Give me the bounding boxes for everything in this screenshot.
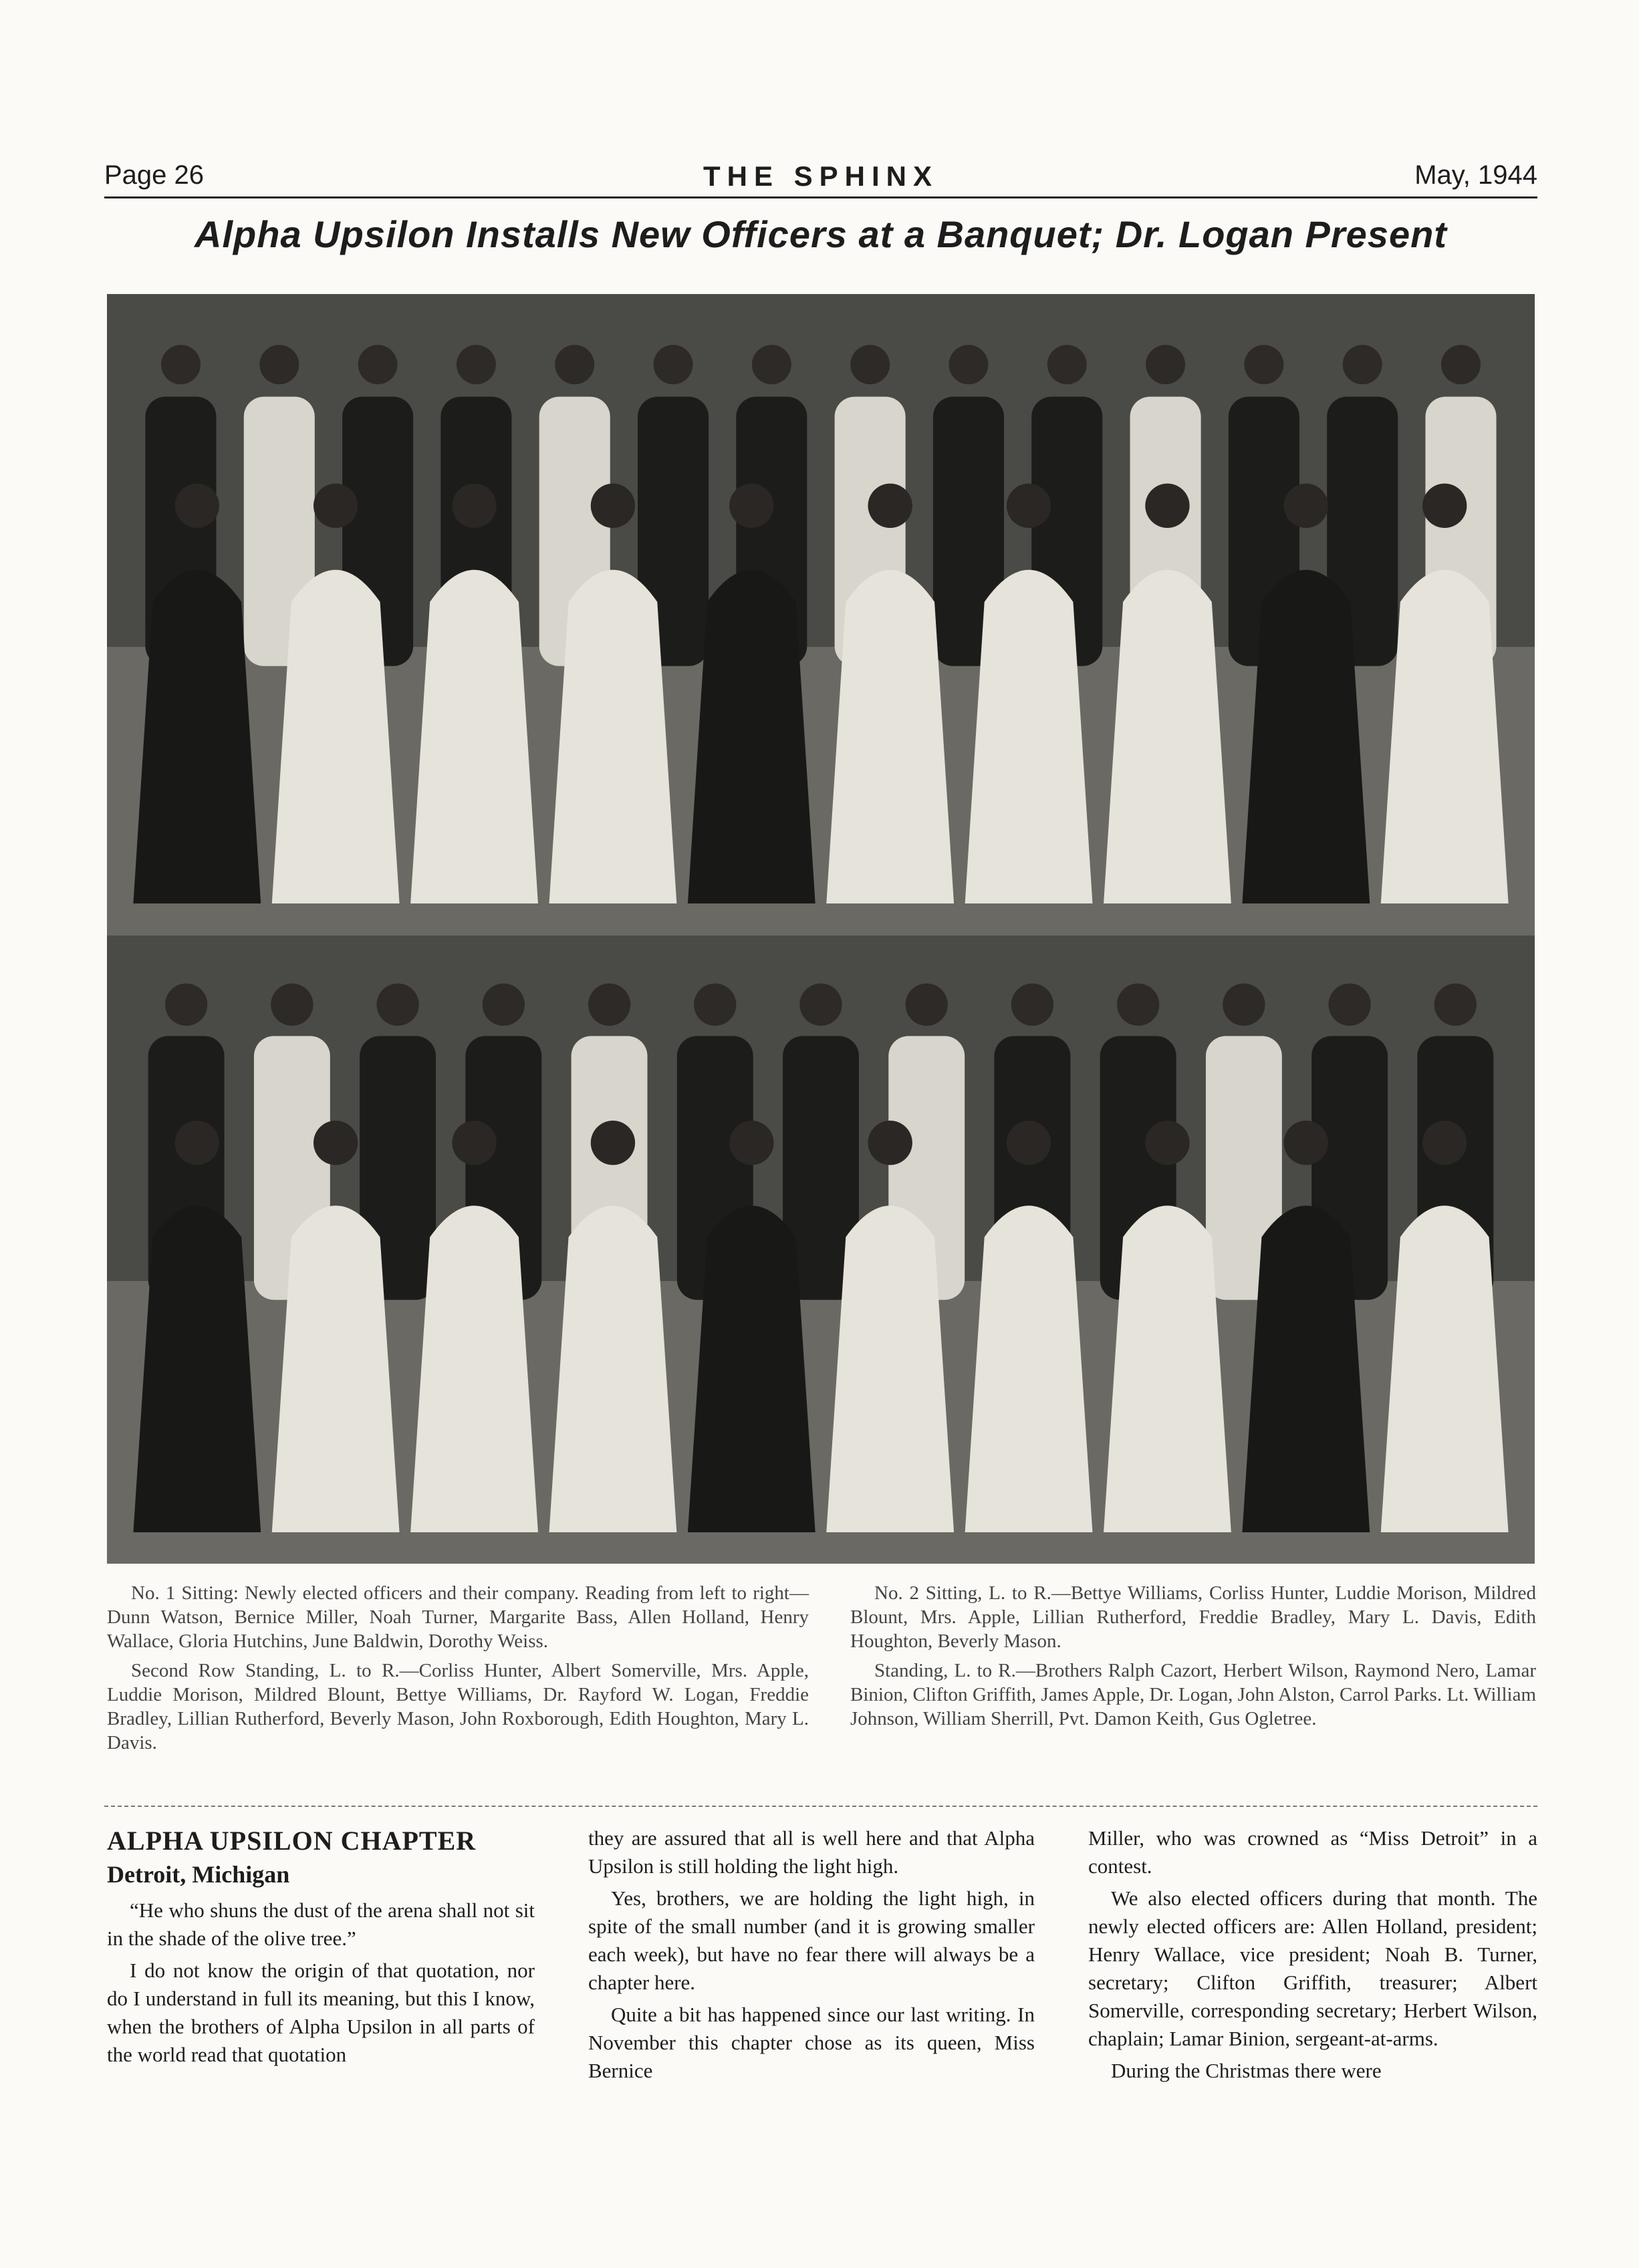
person-head (1284, 484, 1328, 528)
person-head (161, 345, 201, 384)
person-head (1244, 345, 1283, 384)
person-dress (549, 570, 677, 903)
header-rule (104, 196, 1537, 198)
group-photo-2 (107, 936, 1535, 1564)
person-head (271, 984, 313, 1026)
person-dress (133, 570, 261, 903)
person-head (591, 484, 635, 528)
person-head (452, 484, 496, 528)
person-head (694, 984, 736, 1026)
photo-caption-right (850, 1581, 1536, 1736)
person-head (555, 345, 594, 384)
article-paragraph: Miller, who was crowned as “Miss Detroit” in a contest. (1088, 1826, 1537, 1878)
person-head (729, 484, 773, 528)
person-head (1011, 984, 1053, 1026)
person-dress (1242, 570, 1370, 903)
caption-paragraph: Standing, L. to R.—Brothers Ralph Cazort, Herbert Wilson, Raymond Nero, Lamar Binion, Clifton Griffith, James Apple, Dr. Logan, John Alston, Carrol Parks. Lt. William Johnson, William Sherrill, Pvt. Damon Keith, Gus Ogletree. (850, 1660, 1536, 1729)
magazine-title: THE SPHINX (703, 160, 939, 192)
photo-caption-left (107, 1581, 809, 1760)
article-column-3 (1088, 1824, 1537, 2089)
caption-paragraph: No. 2 Sitting, L. to R.—Bettye Williams, Corliss Hunter, Luddie Morison, Mildred Blount, Mrs. Apple, Lillian Rutherford, Freddie Bradley, Mary L. Davis, Edith Houghton, Beverly Mason. (850, 1582, 1536, 1652)
person-head (452, 1121, 496, 1165)
person-head (906, 984, 948, 1026)
person-head (752, 345, 791, 384)
caption-paragraph: No. 1 Sitting: Newly elected officers and their company. Reading from left to right—Dunn Watson, Bernice Miller, Noah Turner, Margarite Bass, Allen Holland, Henry Wallace, Gloria Hutchins, June Baldwin, Dorothy Weiss. (107, 1582, 809, 1652)
person-dress (826, 1206, 954, 1532)
article-paragraph: I do not know the origin of that quotation, nor do I understand in full its meaning, but this I know, when the brothers of Alpha Upsilon in all parts of the world read that quotation (107, 1959, 535, 2066)
person-head (850, 345, 890, 384)
person-head (376, 984, 418, 1026)
person-head (868, 1121, 912, 1165)
person-head (654, 345, 693, 384)
person-head (259, 345, 299, 384)
page-header (104, 155, 1537, 195)
person-head (1145, 484, 1189, 528)
article-paragraph: they are assured that all is well here and that Alpha Upsilon is still holding the light high. (588, 1826, 1035, 1878)
person-head (313, 1121, 358, 1165)
article-paragraph: “He who shuns the dust of the arena shall not sit in the shade of the olive tree.” (107, 1898, 535, 1950)
article-column-1 (107, 1824, 535, 2073)
person-head (1328, 984, 1370, 1026)
person-head (1007, 1121, 1051, 1165)
person-head (1441, 345, 1481, 384)
person-head (1047, 345, 1087, 384)
person-head (165, 984, 207, 1026)
person-dress (410, 570, 538, 903)
chapter-title: ALPHA UPSILON CHAPTER (107, 1826, 477, 1856)
person-head (1007, 484, 1051, 528)
article-paragraph: Yes, brothers, we are holding the light high, in spite of the small number (and it is growing smaller each week), but have no fear there will always be a chapter here. (588, 1886, 1035, 1994)
person-head (313, 484, 358, 528)
person-head (729, 1121, 773, 1165)
person-dress (688, 1206, 815, 1532)
person-head (1223, 984, 1265, 1026)
person-dress (826, 570, 954, 903)
group-photo-2-figures (107, 936, 1535, 1564)
issue-date: May, 1944 (1414, 160, 1537, 190)
chapter-location: Detroit, Michigan (107, 1861, 290, 1888)
person-dress (965, 1206, 1093, 1532)
page-number: Page 26 (104, 160, 205, 190)
person-head (483, 984, 525, 1026)
person-head (1343, 345, 1382, 384)
person-head (588, 984, 630, 1026)
person-head (1422, 484, 1467, 528)
article-headline: Alpha Upsilon Installs New Officers at a Banquet; Dr. Logan Present (195, 213, 1447, 255)
person-head (1422, 1121, 1467, 1165)
person-head (175, 484, 219, 528)
group-photo-1-figures (107, 294, 1535, 936)
person-dress (272, 1206, 400, 1532)
person-head (1284, 1121, 1328, 1165)
person-head (1145, 1121, 1189, 1165)
article-paragraph: During the Christmas there were (1111, 2059, 1382, 2082)
person-dress (133, 1206, 261, 1532)
person-head (457, 345, 496, 384)
person-dress (1381, 1206, 1509, 1532)
person-head (1146, 345, 1185, 384)
person-dress (1104, 570, 1231, 903)
article-paragraph: Quite a bit has happened since our last writing. In November this chapter chose as its queen, Miss Bernice (588, 2003, 1035, 2082)
person-dress (1242, 1206, 1370, 1532)
person-head (1117, 984, 1159, 1026)
person-dress (688, 570, 815, 903)
person-head (1434, 984, 1477, 1026)
person-head (949, 345, 989, 384)
person-dress (1381, 570, 1509, 903)
person-dress (1104, 1206, 1231, 1532)
person-dress (410, 1206, 538, 1532)
person-head (799, 984, 842, 1026)
caption-paragraph: Second Row Standing, L. to R.—Corliss Hunter, Albert Somerville, Mrs. Apple, Luddie Morison, Mildred Blount, Bettye Williams, Dr. Rayford W. Logan, Freddie Bradley, Lillian Rutherford, Beverly Mason, John Roxborough, Edith Houghton, Mary L. Davis. (107, 1660, 809, 1753)
person-dress (965, 570, 1093, 903)
person-head (175, 1121, 219, 1165)
group-photo-1 (107, 294, 1535, 936)
article-column-2 (588, 1824, 1035, 2089)
person-head (591, 1121, 635, 1165)
person-dress (272, 570, 400, 903)
person-head (868, 484, 912, 528)
person-head (358, 345, 398, 384)
person-dress (549, 1206, 677, 1532)
article-paragraph: We also elected officers during that month. The newly elected officers are: Allen Holland, president; Henry Wallace, vice president; Noah B. Turner, secretary; Clifton Griffith, treasurer; Albert Somerville, corresponding secretary; Herbert Wilson, chaplain; Lamar Binion, sergeant-at-arms. (1088, 1886, 1537, 2050)
section-divider (104, 1806, 1537, 1807)
